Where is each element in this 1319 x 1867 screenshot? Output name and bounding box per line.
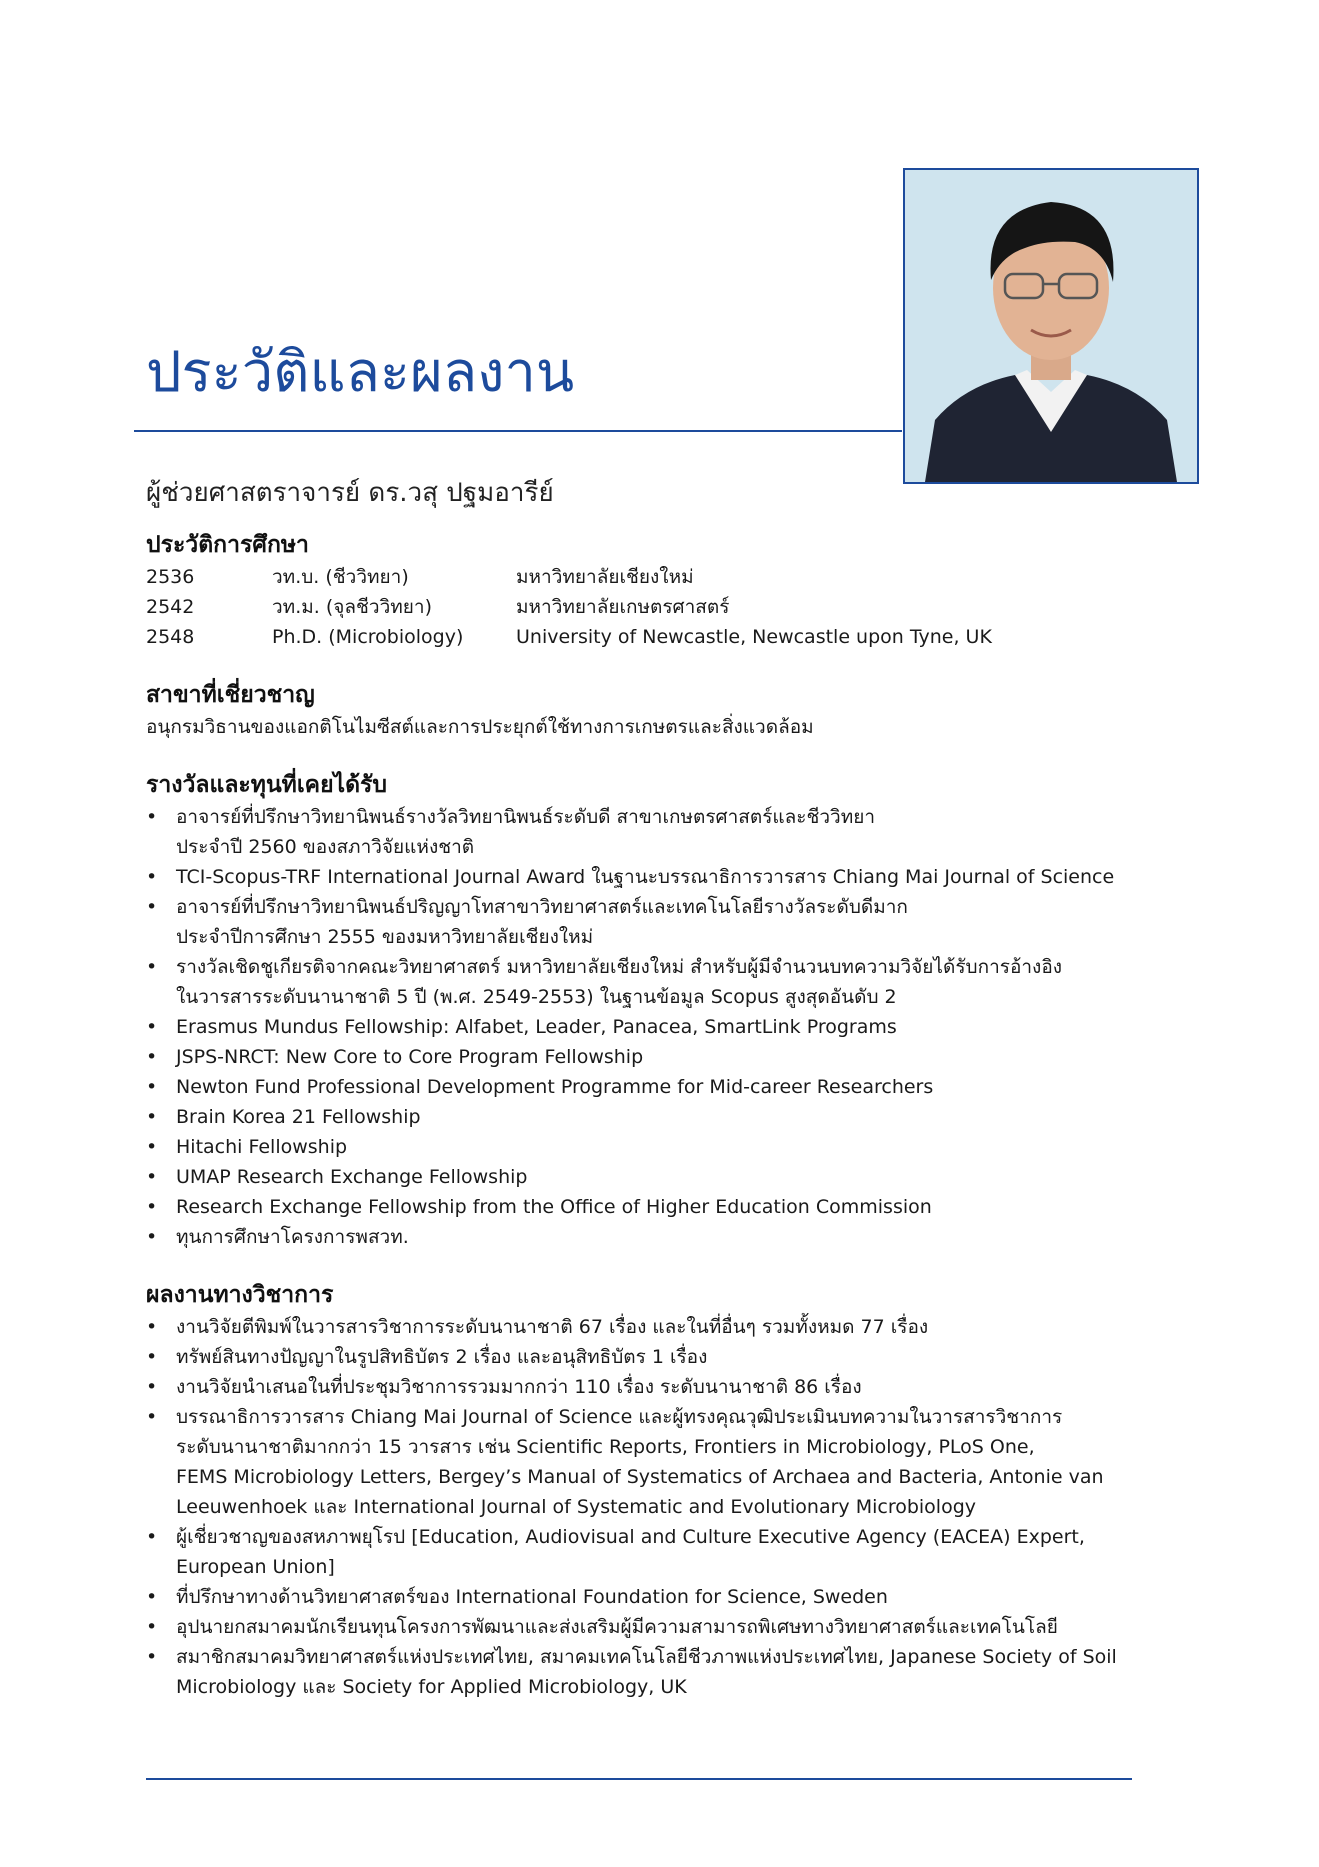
award-item	[146, 1042, 1146, 1072]
expertise-text: อนุกรมวิธานของแอกติโนไมซีสต์และการประยุกต์ใช้ทางการเกษตรและสิ่งแวดล้อม	[146, 716, 814, 738]
award-line: • Erasmus Mundus Fellowship: Alfabet, Leader, Panacea, SmartLink Programs	[176, 1016, 897, 1038]
education-institution: University of Newcastle, Newcastle upon Tyne, UK	[516, 626, 992, 648]
award-line: • TCI-Scopus-TRF International Journal Award ในฐานะบรรณาธิการวารสาร Chiang Mai Journal of Science	[176, 866, 1115, 888]
education-table	[146, 562, 992, 652]
academic-item	[146, 1342, 1146, 1372]
academic-line: FEMS Microbiology Letters, Bergey’s Manual of Systematics of Archaea and Bacteria, Antonie van	[176, 1466, 1104, 1488]
award-item	[146, 802, 1146, 862]
awards-heading: รางวัลและทุนที่เคยได้รับ	[146, 772, 388, 798]
awards-list	[146, 802, 1146, 1252]
academic-item	[146, 1522, 1146, 1582]
award-item	[146, 952, 1146, 1012]
academic-line: • อุปนายกสมาคมนักเรียนทุนโครงการพัฒนาและส่งเสริมผู้มีความสามารถพิเศษทางวิทยาศาสตร์และเทคโนโลยี	[176, 1616, 1058, 1638]
academic-item	[146, 1372, 1146, 1402]
academic-line: Microbiology และ Society for Applied Microbiology, UK	[176, 1676, 687, 1698]
award-item	[146, 1012, 1146, 1042]
education-row	[146, 592, 992, 622]
education-year: 2548	[146, 626, 195, 648]
title-divider	[134, 430, 902, 432]
award-item	[146, 1132, 1146, 1162]
award-item	[146, 892, 1146, 952]
academic-heading: ผลงานทางวิชาการ	[146, 1282, 334, 1308]
award-line: • JSPS-NRCT: New Core to Core Program Fellowship	[176, 1046, 644, 1068]
education-degree: วท.ม. (จุลชีววิทยา)	[272, 596, 432, 618]
award-item	[146, 1162, 1146, 1192]
award-line: ในวารสารระดับนานาชาติ 5 ปี (พ.ศ. 2549-2553) ในฐานข้อมูล Scopus สูงสุดอันดับ 2	[176, 986, 897, 1008]
education-degree: วท.บ. (ชีววิทยา)	[272, 566, 409, 588]
academic-item	[146, 1612, 1146, 1642]
cv-content	[146, 528, 1146, 1728]
award-item	[146, 1222, 1146, 1252]
award-line: • อาจารย์ที่ปรึกษาวิทยานิพนธ์รางวัลวิทยานิพนธ์ระดับดี สาขาเกษตรศาสตร์และชีววิทยา	[176, 806, 876, 828]
award-line: • ทุนการศึกษาโครงการพสวท.	[176, 1226, 409, 1248]
education-institution: มหาวิทยาลัยเชียงใหม่	[516, 566, 694, 588]
academic-line: European Union]	[176, 1556, 335, 1578]
award-item	[146, 1102, 1146, 1132]
academic-item	[146, 1312, 1146, 1342]
academic-line: • ผู้เชี่ยวชาญของสหภาพยุโรป [Education, Audiovisual and Culture Executive Agency (EACEA) Expert,	[176, 1526, 1085, 1548]
award-item	[146, 1072, 1146, 1102]
academic-line: • บรรณาธิการวารสาร Chiang Mai Journal of Science และผู้ทรงคุณวุฒิประเมินบทความในวารสารวิชาการ	[176, 1406, 1063, 1428]
academic-item	[146, 1582, 1146, 1612]
academic-line: • งานวิจัยตีพิมพ์ในวารสารวิชาการระดับนานาชาติ 67 เรื่อง และในที่อื่นๆ รวมทั้งหมด 77 เรื่อง	[176, 1316, 929, 1338]
education-row	[146, 622, 992, 652]
award-item	[146, 1192, 1146, 1222]
bottom-divider	[146, 1778, 1132, 1780]
award-line: ประจำปีการศึกษา 2555 ของมหาวิทยาลัยเชียงใหม่	[176, 926, 594, 948]
award-line: • Brain Korea 21 Fellowship	[176, 1106, 421, 1128]
academic-line: • งานวิจัยนำเสนอในที่ประชุมวิชาการรวมมากกว่า 110 เรื่อง ระดับนานาชาติ 86 เรื่อง	[176, 1376, 862, 1398]
academic-line: • ทรัพย์สินทางปัญญาในรูปสิทธิบัตร 2 เรื่อง และอนุสิทธิบัตร 1 เรื่อง	[176, 1346, 708, 1368]
award-line: • Research Exchange Fellowship from the Office of Higher Education Commission	[176, 1196, 932, 1218]
award-line: ประจำปี 2560 ของสภาวิจัยแห่งชาติ	[176, 836, 475, 858]
education-degree: Ph.D. (Microbiology)	[272, 626, 464, 648]
award-item	[146, 862, 1146, 892]
academic-list	[146, 1312, 1146, 1702]
award-line: • รางวัลเชิดชูเกียรติจากคณะวิทยาศาสตร์ มหาวิทยาลัยเชียงใหม่ สำหรับผู้มีจำนวนบทความวิจัยได้รับการอ้างอิง	[176, 956, 1063, 978]
academic-line: Leeuwenhoek และ International Journal of Systematic and Evolutionary Microbiology	[176, 1496, 977, 1518]
education-institution: มหาวิทยาลัยเกษตรศาสตร์	[516, 596, 730, 618]
expertise-heading: สาขาที่เชี่ยวชาญ	[146, 682, 315, 708]
education-year: 2536	[146, 566, 195, 588]
education-heading: ประวัติการศึกษา	[146, 532, 309, 558]
education-year: 2542	[146, 596, 195, 618]
award-line: • Hitachi Fellowship	[176, 1136, 348, 1158]
academic-line: • ที่ปรึกษาทางด้านวิทยาศาสตร์ของ International Foundation for Science, Sweden	[176, 1586, 888, 1608]
award-line: • อาจารย์ที่ปรึกษาวิทยานิพนธ์ปริญญาโทสาขาวิทยาศาสตร์และเทคโนโลยีรางวัลระดับดีมาก	[176, 896, 908, 918]
page-title: ประวัติและผลงาน	[146, 340, 575, 405]
profile-photo-illustration	[905, 170, 1197, 482]
award-line: • Newton Fund Professional Development Programme for Mid-career Researchers	[176, 1076, 934, 1098]
academic-line: ระดับนานาชาติมากกว่า 15 วารสาร เช่น Scientific Reports, Frontiers in Microbiology, PLoS One,	[176, 1436, 1035, 1458]
award-line: • UMAP Research Exchange Fellowship	[176, 1166, 528, 1188]
academic-line: • สมาชิกสมาคมวิทยาศาสตร์แห่งประเทศไทย, สมาคมเทคโนโลยีชีวภาพแห่งประเทศไทย, Japanese Society of Soil	[176, 1646, 1117, 1668]
education-row	[146, 562, 992, 592]
person-name: ผู้ช่วยศาสตราจารย์ ดร.วสุ ปฐมอารีย์	[146, 478, 554, 508]
profile-photo	[903, 168, 1199, 484]
academic-item	[146, 1642, 1146, 1702]
academic-item	[146, 1402, 1146, 1522]
